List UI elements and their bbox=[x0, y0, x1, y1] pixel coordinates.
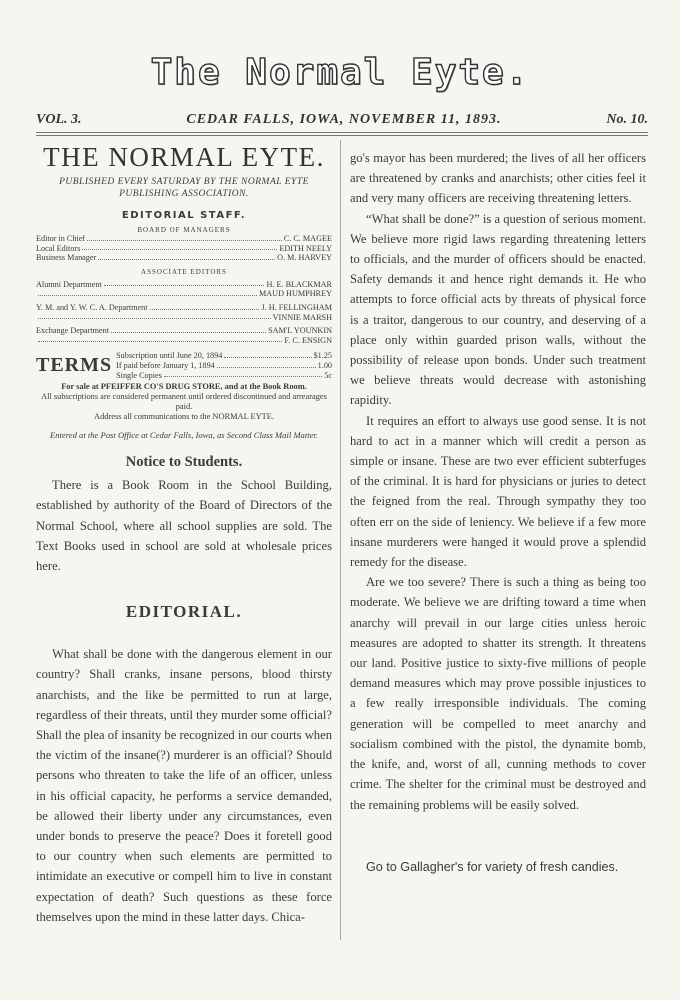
right-column bbox=[350, 148, 646, 877]
alumni-group bbox=[36, 280, 332, 299]
staff-row bbox=[36, 253, 332, 263]
terms-row: Subscription until June 20, 1894 $1.25 bbox=[116, 351, 332, 361]
managers-heading: BOARD OF MANAGERS bbox=[137, 226, 231, 234]
terms-block bbox=[36, 351, 332, 380]
staff-name: J. H. FELLINGHAM bbox=[261, 302, 332, 312]
associates-heading: ASSOCIATE EDITORS bbox=[141, 267, 227, 276]
staff-name: C. C. MAGEE bbox=[283, 234, 332, 243]
editorial-paragraph: What shall be done with the dangerous element in our country? Shall cranks, insane persons, blood thirsty anarchists, and the like be permitted to run at large, regardless of their threats, until they murder some official? Shall the plea of insanity be recognized in our courts when the victim of the insane(?) murderer is an official? Should persons who threaten to take the life of an officer, unless in his official capacity, he performs a service demanded, be allowed their liberty under any circumstances, even under bonds to preserve the peace? Does it foretell good to our country when such elements are permitted to intimidate an executive or compell him to live in constant expectation of death? Such questions as these force themselves upon the mind in these latter days. Chica- bbox=[36, 647, 332, 924]
ymca-role: Y. M. and Y. W. C. A. Department bbox=[36, 302, 148, 312]
staff-role: Local Editors bbox=[36, 243, 81, 253]
terms-price: $1.25 bbox=[313, 351, 332, 361]
terms-price: 1.00 bbox=[317, 360, 332, 370]
alumni-role: Alumni Department bbox=[36, 279, 102, 289]
column-divider bbox=[340, 140, 341, 940]
ymca-group bbox=[36, 303, 332, 322]
rule-top-2 bbox=[36, 135, 648, 136]
entered-note: Entered at the Post Office at Cedar Falls, Iowa, as Second Class Mail Matter. bbox=[50, 430, 318, 441]
staff-heading: EDITORIAL STAFF. bbox=[121, 210, 247, 221]
left-column bbox=[36, 140, 332, 927]
staff-name: VINNIE MARSH bbox=[272, 312, 332, 322]
editorial-paragraph: It requires an effort to always use good sense. It is not hard to act in a manner which will credit a person as simple or insane. These are two ever efficient subterfuges of the criminal. It is hard for physicians or juries to detect the feigned from the real. Through sympathy they too often err on the side of leniency. We believe if a few more insane murderers were hanged it would prove a splendid remedy for the disease. bbox=[350, 413, 646, 570]
notice-heading: Notice to Students. bbox=[125, 454, 243, 471]
exchange-group bbox=[36, 326, 332, 345]
staff-row bbox=[36, 244, 332, 254]
subscription-note: All subscriptions are considered permanent until ordered discontinued and arrearages paid. bbox=[41, 392, 327, 412]
exchange-role: Exchange Department bbox=[36, 326, 109, 336]
terms-row: Single Copies 5c bbox=[116, 370, 332, 380]
notice-text: There is a Book Room in the School Building, established by authority of the Board of Directors of the Normal School, where all school supplies are sold. The Text Books used in school are sold at wholesale prices here. bbox=[36, 478, 332, 573]
staff-role: Editor in Chief bbox=[36, 234, 86, 243]
staff-name: SAM'L YOUNKIN bbox=[268, 326, 332, 336]
terms-word: TERMS bbox=[36, 354, 113, 377]
editorial-heading: EDITORIAL. bbox=[125, 602, 243, 622]
staff-name: O. M. HARVEY bbox=[277, 253, 332, 263]
gallagher-ad: Go to Gallagher's for variety of fresh candies. bbox=[366, 859, 619, 874]
editorial-paragraph: go's mayor has been murdered; the lives of all her officers are threatened by cranks and anarchists; other cities feel it and very many officers are receiving threatening letters. bbox=[350, 151, 646, 206]
editorial-paragraph: “What shall be done?” is a question of serious moment. We believe more rigid laws regarding threatening letters to officials, and the murder of officers should be enacted. Safety demands it and hence right demands it. He who attempts to force official acts by threats of physical force is a traitor, dangerous to our country, and deserving of a place only within guarded prison walls, without the possibility of release upon bonds. Under such treatment we believe threats would decrease with astonishing rapidity. bbox=[350, 211, 646, 408]
staff-name: EDITH NEELY bbox=[279, 243, 332, 253]
staff-name: F. C. ENSIGN bbox=[284, 335, 332, 345]
issue-number: No. 10. bbox=[606, 112, 648, 127]
paper-title: THE NORMAL EYTE. bbox=[43, 142, 325, 172]
volume-label: VOL. 3. bbox=[36, 112, 82, 127]
publisher-line: PUBLISHED EVERY SATURDAY BY THE NORMAL EYTE PUBLISHING ASSOCIATION. bbox=[59, 177, 309, 199]
terms-price: 5c bbox=[324, 370, 332, 380]
staff-role: Business Manager bbox=[36, 253, 97, 263]
staff-name: MAUD HUMPHREY bbox=[258, 289, 332, 299]
masthead: The Normal Eyte. bbox=[150, 52, 530, 93]
staff-name: H. E. BLACKMAR bbox=[266, 279, 332, 289]
staff-row bbox=[36, 234, 332, 244]
sale-note: For sale at PFEIFFER CO'S DRUG STORE, and at the Book Room. bbox=[61, 382, 307, 392]
dateline bbox=[36, 112, 648, 128]
editorial-paragraph: Are we too severe? There is such a thing as being too moderate. We believe we are drifting toward a time when anarchy will prevail in our large cities unless heroic measures are adopted to shatter its strength. It threatens our land. Positive justice to sixty-five millions of people demand measures which may prove possible injustices to a few really irresponsible individuals. The coming generation will be compelled to meet anarchy and socialism combined with the pistol, the dynamite bomb, the knife, and, worst of all, cunning methods to cover crime. The shelter for the criminal must be destroyed and the remaining problems will be easily solved. bbox=[350, 575, 646, 812]
place-date: CEDAR FALLS, IOWA, NOVEMBER 11, 1893. bbox=[186, 112, 502, 127]
address-note: Address all communications to the NORMAL EYTE. bbox=[94, 412, 274, 422]
terms-row: If paid before January 1, 1894 1.00 bbox=[116, 360, 332, 370]
rule-top bbox=[36, 132, 648, 133]
